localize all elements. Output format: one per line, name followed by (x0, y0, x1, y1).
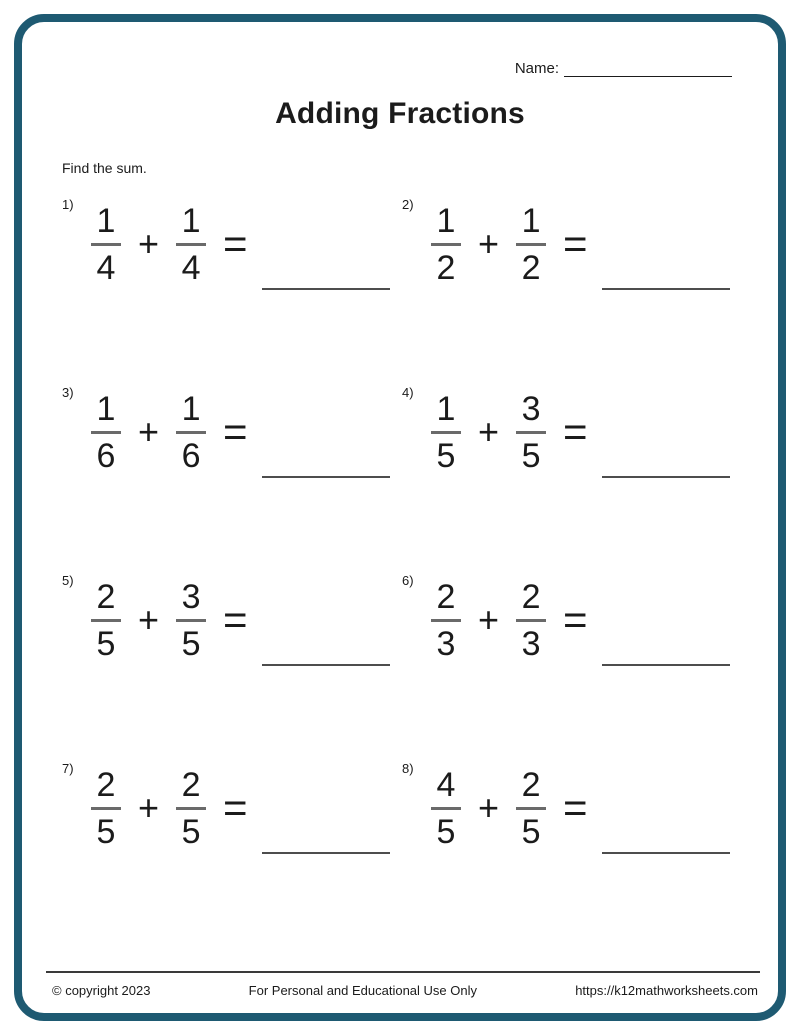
page-title: Adding Fractions (275, 97, 525, 130)
fraction-second (509, 768, 553, 849)
answer-blank[interactable] (262, 288, 390, 290)
numerator: 1 (436, 390, 456, 428)
problem-7 (60, 756, 400, 944)
plus-sign: + (478, 599, 500, 641)
answer-blank[interactable] (602, 288, 730, 290)
fraction-second (169, 392, 213, 473)
problem-number: 8) (402, 761, 414, 776)
fraction-first (84, 580, 128, 661)
denominator: 5 (521, 812, 541, 851)
problem-row (400, 192, 740, 285)
problem-6 (400, 568, 740, 756)
answer-blank[interactable] (602, 476, 730, 478)
fraction-first (424, 768, 468, 849)
denominator: 5 (521, 436, 541, 475)
fraction-first (84, 768, 128, 849)
footer-divider (46, 971, 760, 973)
instruction-text: Find the sum. (62, 160, 147, 176)
numerator: 3 (521, 390, 541, 428)
problem-row (60, 192, 400, 285)
fraction-second (169, 768, 213, 849)
problem-2 (400, 192, 740, 380)
plus-sign: + (478, 411, 500, 453)
equals-sign: = (223, 408, 248, 456)
problem-3 (60, 380, 400, 568)
problem-row (60, 568, 400, 661)
answer-blank[interactable] (602, 852, 730, 854)
fraction-second (509, 392, 553, 473)
denominator: 5 (181, 624, 201, 663)
denominator: 3 (521, 624, 541, 663)
name-label: Name: (514, 60, 559, 77)
numerator: 2 (521, 578, 541, 616)
problem-row (400, 380, 740, 473)
plus-sign: + (138, 223, 160, 265)
numerator: 1 (181, 202, 201, 240)
problem-row (400, 756, 740, 849)
equals-sign: = (223, 596, 248, 644)
problem-number: 4) (402, 385, 414, 400)
denominator: 3 (436, 624, 456, 663)
plus-sign: + (478, 787, 500, 829)
equals-sign: = (563, 784, 588, 832)
footer-url: https://k12mathworksheets.com (575, 983, 758, 998)
footer-copyright: © copyright 2023 (52, 983, 151, 998)
problem-5 (60, 568, 400, 756)
denominator: 4 (181, 248, 201, 287)
fraction-second (169, 204, 213, 285)
footer (52, 983, 758, 998)
numerator: 1 (181, 390, 201, 428)
problem-row (400, 568, 740, 661)
name-blank-line[interactable] (564, 60, 732, 77)
denominator: 5 (436, 812, 456, 851)
denominator: 5 (96, 812, 116, 851)
problem-row (60, 756, 400, 849)
problem-number: 5) (62, 573, 74, 588)
plus-sign: + (138, 411, 160, 453)
numerator: 2 (436, 578, 456, 616)
equals-sign: = (563, 596, 588, 644)
denominator: 6 (181, 436, 201, 475)
fraction-second (509, 580, 553, 661)
numerator: 2 (96, 578, 116, 616)
plus-sign: + (478, 223, 500, 265)
denominator: 2 (521, 248, 541, 287)
fraction-first (424, 204, 468, 285)
numerator: 2 (521, 766, 541, 804)
answer-blank[interactable] (602, 664, 730, 666)
problem-row (60, 380, 400, 473)
fraction-second (169, 580, 213, 661)
denominator: 5 (436, 436, 456, 475)
denominator: 5 (96, 624, 116, 663)
name-row (515, 60, 732, 77)
denominator: 5 (181, 812, 201, 851)
footer-usage: For Personal and Educational Use Only (248, 983, 478, 998)
answer-blank[interactable] (262, 476, 390, 478)
plus-sign: + (138, 787, 160, 829)
answer-blank[interactable] (262, 852, 390, 854)
problem-number: 2) (402, 197, 414, 212)
problem-number: 1) (62, 197, 74, 212)
equals-sign: = (563, 220, 588, 268)
problem-4 (400, 380, 740, 568)
problems-grid (60, 192, 740, 944)
problem-number: 3) (62, 385, 74, 400)
denominator: 6 (96, 436, 116, 475)
fraction-first (84, 392, 128, 473)
equals-sign: = (223, 784, 248, 832)
numerator: 4 (436, 766, 456, 804)
numerator: 1 (521, 202, 541, 240)
numerator: 1 (96, 202, 116, 240)
plus-sign: + (138, 599, 160, 641)
equals-sign: = (223, 220, 248, 268)
fraction-first (84, 204, 128, 285)
fraction-first (424, 580, 468, 661)
numerator: 3 (181, 578, 201, 616)
fraction-first (424, 392, 468, 473)
problem-8 (400, 756, 740, 944)
numerator: 1 (96, 390, 116, 428)
problem-number: 6) (402, 573, 414, 588)
denominator: 2 (436, 248, 456, 287)
numerator: 2 (96, 766, 116, 804)
problem-1 (60, 192, 400, 380)
equals-sign: = (563, 408, 588, 456)
denominator: 4 (96, 248, 116, 287)
answer-blank[interactable] (262, 664, 390, 666)
numerator: 2 (181, 766, 201, 804)
fraction-second (509, 204, 553, 285)
problem-number: 7) (62, 761, 74, 776)
numerator: 1 (436, 202, 456, 240)
